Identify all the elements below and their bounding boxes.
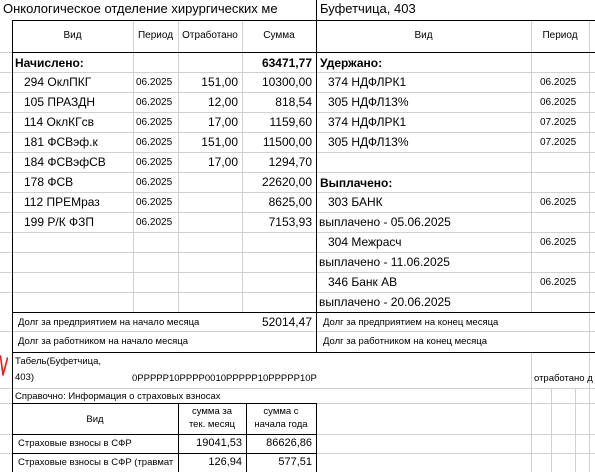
tabel-code: 0РРРРР10РРРР0010РРРРР10РРРРР10Р [132,373,317,384]
reference-row-vid: Страховые взносы в СФР (травмат [18,457,174,468]
accrued-label: Начислено: [15,56,84,70]
reference-row-year: 86626,86 [266,437,312,449]
withheld-row-vid: 305 НДФЛ13% [328,95,409,109]
withheld-row-vid: 374 НДФЛРК1 [328,75,407,89]
paid-row-note: выплачено - 05.06.2025 [319,215,451,229]
debt-enterprise-start-label: Долг за предприятием на начало месяца [18,317,200,328]
accrued-row-period: 06.2025 [136,157,173,168]
debt-enterprise-end-label: Долг за предприятием на конец месяца [323,317,499,328]
department-title: Онкологическое отделение хирургических ме [3,1,278,16]
accrued-row-vid: 114 ОклКГсв [24,115,95,129]
paid-row-note: выплачено - 20.06.2025 [319,295,451,309]
withheld-row-period: 06.2025 [540,97,577,108]
reference-col-year-1: сумма с [263,406,299,417]
paid-row-vid: 346 Банк АВ [328,275,398,289]
col-header-vid-right: Вид [414,30,433,41]
accrued-row-sum: 818,54 [275,95,312,109]
paid-row-vid: 303 БАНК [328,195,383,209]
accrued-row-vid: 294 ОклПКГ [24,75,92,89]
withheld-row-vid: 374 НДФЛРК1 [328,115,407,129]
reference-row-year: 577,51 [278,456,312,468]
accrued-row-period: 06.2025 [136,177,173,188]
accrued-row-period: 06.2025 [136,77,173,88]
paid-row-vid: 304 Межрасч [328,235,402,249]
col-header-worked: Отработано [182,30,238,41]
paid-row-period: 06.2025 [540,277,577,288]
reference-row-month: 19041,53 [196,437,242,449]
paid-label: Выплачено: [320,176,393,190]
accrued-row-period: 06.2025 [136,97,173,108]
debt-worker-end-label: Долг за работником на конец месяца [323,336,488,347]
accrued-row-sum: 1294,70 [268,155,312,169]
accrued-row-period: 06.2025 [136,117,173,128]
paid-row-note: выплачено - 11.06.2025 [319,255,450,269]
col-header-sum: Сумма [263,30,295,41]
withheld-row-vid: 305 НДФЛ13% [328,135,409,149]
reference-col-vid: Вид [86,414,104,425]
withheld-row-period: 07.2025 [540,137,577,148]
withheld-label: Удержано: [320,56,383,70]
accrued-total: 63471,77 [261,56,312,70]
debt-enterprise-start-value: 52014,47 [261,315,312,329]
employee-title: Буфетчица, 403 [320,1,416,16]
accrued-row-sum: 22620,00 [261,175,312,189]
accrued-row-vid: 105 ПРАЗДН [24,95,96,109]
col-header-period: Период [137,30,174,41]
accrued-row-worked: 17,00 [207,115,238,129]
reference-col-month-1: сумма за [191,406,233,417]
tabel-label-line1: Табель(Буфетчица, [15,356,102,367]
accrued-row-sum: 10300,00 [261,75,312,89]
accrued-row-worked: 151,00 [201,135,238,149]
paid-row-period: 06.2025 [540,237,577,248]
col-header-period-right: Период [542,30,578,41]
accrued-row-sum: 11500,00 [262,135,312,149]
reference-col-month-2: тек. месяц [188,419,236,430]
accrued-row-vid: 199 Р/К ФЗП [24,215,95,229]
col-header-vid: Вид [63,30,82,41]
accrued-row-worked: 151,00 [201,75,238,89]
tabel-label-line2: 403) [15,372,35,383]
reference-row-month: 126,94 [208,456,242,468]
accrued-row-period: 06.2025 [136,217,173,228]
withheld-row-period: 06.2025 [540,77,577,88]
accrued-row-vid: 178 ФСВ [24,175,74,189]
red-check-mark [0,355,8,379]
accrued-row-period: 06.2025 [136,197,173,208]
tabel-worked-label: отработано д [534,373,593,384]
accrued-row-vid: 112 ПРЕМраз [24,195,100,209]
accrued-row-sum: 7153,93 [268,215,312,229]
accrued-row-vid: 181 ФСВэф.к [24,135,98,149]
accrued-row-vid: 184 ФСВэфСВ [24,155,106,169]
reference-col-year-2: начала года [254,419,308,430]
accrued-row-sum: 8625,00 [268,195,312,209]
reference-title: Справочно: Информация о страховых взносах [15,391,221,402]
paid-row-period: 06.2025 [540,197,577,208]
accrued-row-period: 06.2025 [136,137,173,148]
debt-worker-start-label: Долг за работником на начало месяца [18,336,188,347]
accrued-row-sum: 1159,60 [269,115,312,129]
accrued-row-worked: 12,00 [207,95,238,109]
reference-row-vid: Страховые взносы в СФР [18,438,132,449]
withheld-row-period: 07.2025 [540,117,577,128]
accrued-row-worked: 17,00 [207,155,238,169]
